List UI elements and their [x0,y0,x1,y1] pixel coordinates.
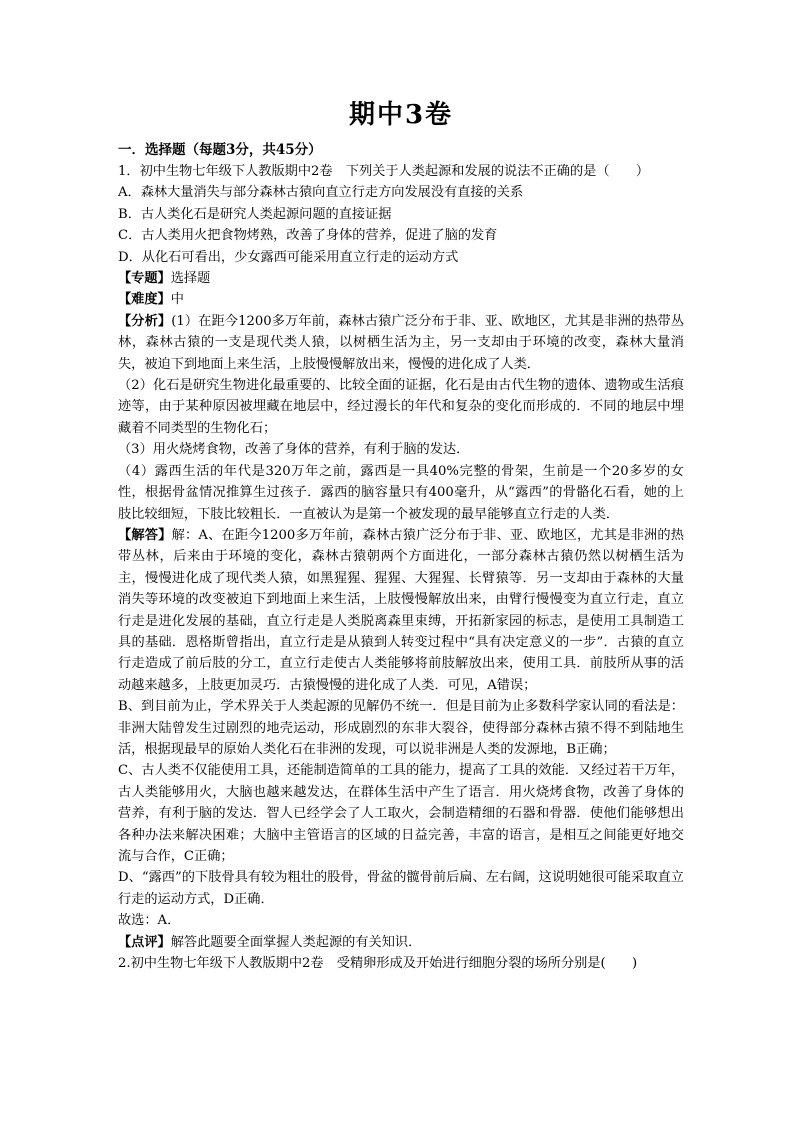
question-1-option-c: C．古人类用火把食物烤熟，改善了身体的营养，促进了脑的发育 [118,228,498,244]
analysis-paragraph-4: （4）露西生活的年代是320万年之前，露西是一具40%完整的骨架，生前是一个20多岁的女性，根据骨盆情况推算生过孩子．露西的脑容量只有400毫升，从“露西”的骨骼化石看，她的上肢比较细短，下肢比较粗长．一直被认为是第一个被发现的最早能够直立行走的人类． [118,463,684,522]
analysis-text-1: (1）在距今1200多万年前，森林古猿广泛分布于非、亚、欧地区，尤其是非洲的热带丛林，森林古猿的一支是现代类人猿，以树栖生活为主，另一支却由于环境的改变，森林大量消失，被迫下到地面上来生活，上肢慢慢解放出来，慢慢的进化成了人类． [118,313,685,372]
question-1-option-b: B．古人类化石是研究人类起源问题的直接证据 [118,206,392,222]
difficulty-value: 中 [170,292,184,308]
topic-tag: 【专题】 [118,271,171,287]
analysis-paragraph-3: （3）用火烧烤食物，改善了身体的营养，有利于脑的发达． [118,442,470,458]
comment-text: 解答此题要全面掌握人类起源的有关知识． [170,934,422,950]
answer-tag: 【解答】 [118,527,172,543]
topic-value: 选择题 [170,271,211,287]
answer-paragraph-c: C、古人类不仅能使用工具，还能制造简单的工具的能力，提高了工具的效能．又经过若干万年，古人类能够用火，大脑也越来越发达，在群体生活中产生了语言．用火烧烤食物，改善了身体的营养，有利于脑的发达．智人已经学会了人工取火，会制造精细的石器和骨器．使他们能够想出各种办法来解决困难；大脑中主管语言的区域的日益完善，丰富的语言，是相互之间能更好地交流与合作，C正确； [118,763,684,864]
difficulty-row [118,289,684,310]
question-1-option-a: A．森林大量消失与部分森林古猿向直立行走方向发展没有直接的关系 [118,185,524,201]
page-title: 期中3卷 [348,100,454,130]
answer-choice: 故选：A． [118,913,181,929]
answer-paragraph-b: B、到目前为止，学术界关于人类起源的见解仍不统一．但是目前为止多数科学家认同的看法是：非洲大陆曾发生过剧烈的地壳运动，形成剧烈的东非大裂谷，使得部分森林古猿不得不到陆地生活，根据现最早的原始人类化石在非洲的发现，可以说非洲是人类的发源地，B正确； [118,699,684,757]
topic-row [118,268,684,289]
answer-paragraph-a [118,525,684,696]
question-2 [118,953,684,974]
comment-row [118,932,684,953]
section-heading: 一．选择题（每题3分，共45分） [118,142,322,158]
question-1-stem: 1．初中生物七年级下人教版期中2卷 下列关于人类起源和发展的说法不正确的是（ ） [118,164,650,179]
comment-tag: 【点评】 [118,934,171,950]
answer-text-a: 解：A、在距今1200多万年前，森林古猿广泛分布于非、亚、欧地区，尤其是非洲的热带丛林，后来由于环境的变化，森林古猿朝两个方面进化，一部分森林古猿仍然以树栖生活为主，慢慢进化成了现代类人猿，如黑猩猩、猩猩、大猩猩、长臂猿等．另一支却由于森林的大量消失等环境的改变被迫下到地面上来生活，上肢慢慢解放出来，由臂行慢慢变为直立行走，直立行走是进化发展的基础，直立行走是人类脱离森里束缚，开拓新家园的标志，是使用工具制造工具的基础．恩格斯曾指出，直立行走是从猿到人转变过程中“具有决定意义的一步”．古猿的直立行走造成了前后肢的分工，直立行走使古人类能够将前肢解放出来，使用工具．前肢所从事的活动越来越多，上肢更加灵巧．古猿慢慢的进化成了人类．可见，A错误； [118,527,684,693]
answer-paragraph-d: D、“露西”的下肢骨具有较为粗壮的股骨，骨盆的髋骨前后扁、左右阔，这说明她很可能采取直立行走的运动方式，D正确． [118,870,684,907]
question-1 [118,161,684,953]
analysis-paragraph-1 [118,311,684,375]
difficulty-tag: 【难度】 [118,292,171,308]
question-1-option-d: D．从化石可看出，少女露西可能采用直立行走的运动方式 [118,249,459,265]
analysis-paragraph-2: （2）化石是研究生物进化最重要的、比较全面的证据，化石是由古代生物的遗体、遗物或生活痕迹等，由于某种原因被埋藏在地层中，经过漫长的年代和复杂的变化而形成的．不同的地层中埋藏着不同类型的生物化石； [118,378,684,436]
question-2-stem: 2.初中生物七年级下人教版期中2卷 受精卵形成及开始进行细胞分裂的场所分别是( ) [118,956,638,972]
analysis-tag: 【分析】 [118,313,172,329]
